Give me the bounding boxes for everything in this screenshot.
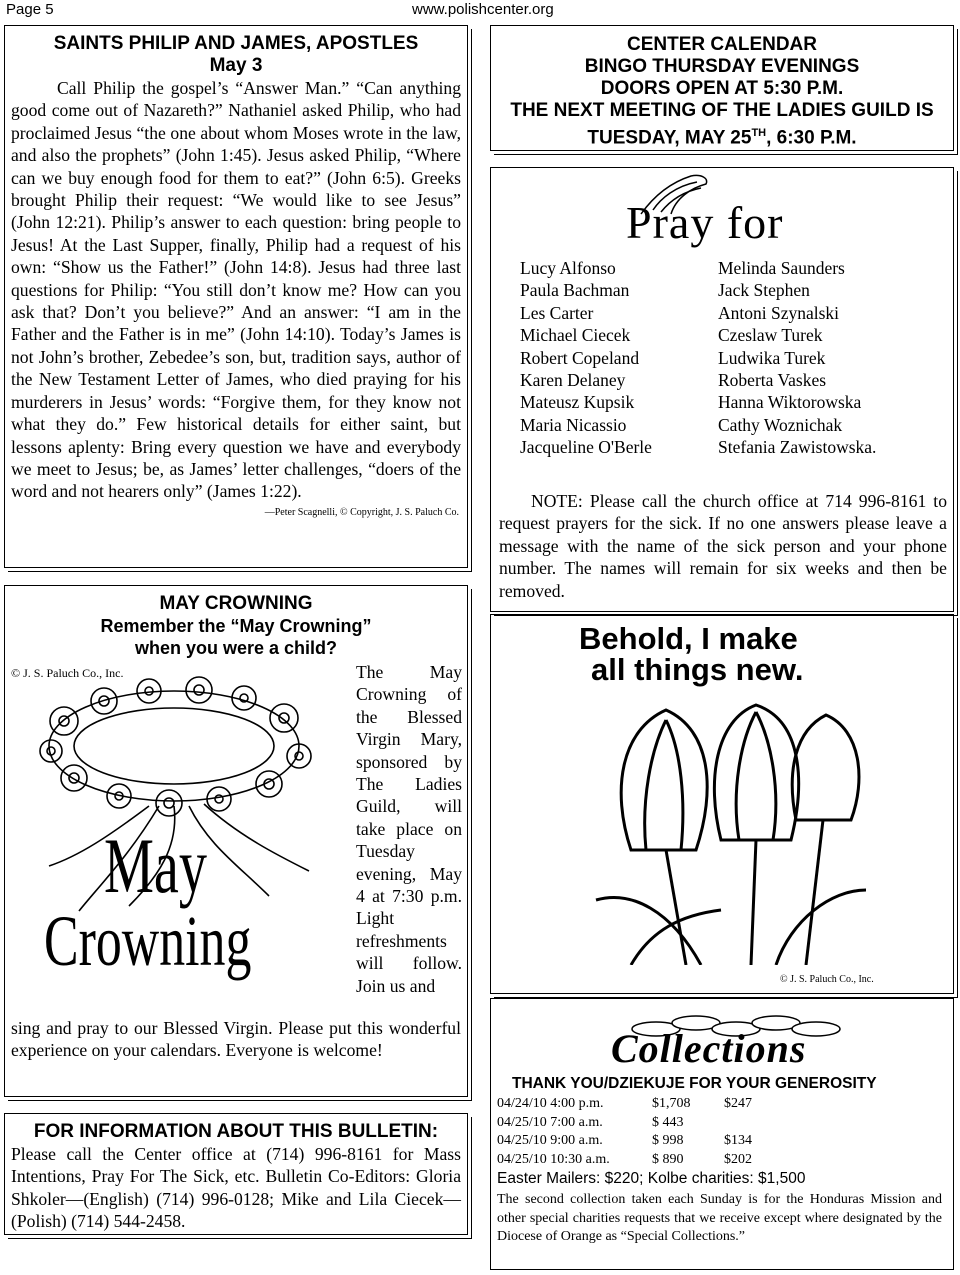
- may-crowning-side-text: The May Crowning of the Blessed Virgin Mary, sponsored by The Ladies Guild, will take place on Tuesday evening, May 4 at 7:30 p.m. Light refreshments will follow. Join us and: [356, 662, 462, 996]
- pray-name: Les Carter: [520, 302, 594, 323]
- behold-line-1: Behold, I make: [579, 621, 798, 656]
- pray-name: Czeslaw Turek: [718, 325, 823, 346]
- collections-note: The second collection taken each Sunday is for the Honduras Mission and other special charities requests that we receive except where designated by the Diocese of Orange as “Special Collections.”: [497, 1192, 942, 1245]
- pray-name: Lucy Alfonso: [520, 258, 616, 278]
- pray-names-col-2: [718, 257, 876, 459]
- may-crowning-illustration: [9, 666, 349, 996]
- pray-name: Antoni Szynalski: [718, 302, 840, 323]
- pray-name: Karen Delaney: [520, 370, 626, 391]
- behold-line-2: all things new.: [591, 652, 804, 687]
- tulips-icon: [591, 700, 871, 965]
- table-row: 04/24/10 4:00 p.m. $1,708 $247: [497, 1096, 752, 1111]
- pray-name: Maria Nicassio: [520, 414, 627, 435]
- may-crowning-subtitle-2: when you were a child?: [134, 638, 338, 658]
- calendar-line-1: CENTER CALENDAR: [627, 34, 817, 55]
- info-title: FOR INFORMATION ABOUT THIS BULLETIN:: [33, 1121, 439, 1142]
- art-word-crowning: Crowning: [44, 901, 252, 981]
- table-row: 04/25/10 7:00 a.m. $ 443: [497, 1114, 684, 1130]
- may-crowning-article: [4, 585, 468, 1097]
- saints-title: SAINTS PHILIP AND JAMES, APOSTLES: [53, 33, 419, 54]
- may-crowning-bottom-text: sing and pray to our Blessed Virgin. Please put this wonderful experience on your calendars. Everyone is welcome!: [11, 1018, 461, 1061]
- pray-name: Michael Ciecek: [520, 325, 631, 346]
- may-crowning-title: MAY CROWNING: [159, 593, 313, 614]
- table-row: 04/25/10 10:30 a.m. $ 890 $202: [497, 1151, 752, 1167]
- collections-table: [497, 1095, 752, 1169]
- pray-names-col-1: [520, 257, 652, 459]
- saints-article: [4, 25, 468, 568]
- calendar-line-3: DOORS OPEN AT 5:30 P.M.: [600, 78, 844, 99]
- saints-body: Call Philip the gospel’s “Answer Man.” “Can anything good come out of Nazareth?” Nathaniel asked Philip, who had proclaimed Jesus “the one about whom Moses wrote in the law, and also the prophets” (John 1:45). Jesus asked Philip, “Where can we buy enough food for them to eat?” (John 6:5). Greeks brought Philip their request: “We would like to see Jesus” (John 12:21). Philip’s answer to each question: bring people to Jesus! At the Last Supper, finally, Philip had a request of his own: “Show us the Father!” (John 14:8). Jesus had three last questions for Philip: “You still don’t know me? How can you ask that? Don’t you believe?” And an answer: “I am in the Father and the Father is in me” (John 14:10). Today’s James is not John’s brother, Zebedee’s son, but, tradition says, author of the New Testament Letter of James, who died praying for his murderers in Jesus’ words: “Forgive them, for they know not what they do.” Few historical details for either saint, but lessons aplenty: Bring every question we have and everybody we meet to Jesus; be, as James’ letter challenges, “doers of the word and not hearers only” (James 1:22).: [11, 78, 461, 502]
- art-word-may: May: [104, 822, 207, 909]
- saints-credit: —Peter Scagnelli, © Copyright, J. S. Paluch Co.: [264, 506, 459, 518]
- bulletin-info: [4, 1113, 468, 1235]
- website-url: www.polishcenter.org: [412, 1, 554, 18]
- illustration-copyright: © J. S. Paluch Co., Inc.: [11, 666, 124, 680]
- pray-name: Jack Stephen: [718, 280, 810, 301]
- pray-name: Melinda Saunders: [718, 258, 845, 278]
- pray-note: NOTE: Please call the church office at 714 996-8161 to request prayers for the sick. If no one answers please leave a message with the name of the sick person and your phone number. The names will remain for six weeks and then be removed.: [499, 491, 947, 601]
- pray-name: Mateusz Kupsik: [520, 392, 635, 413]
- pray-name: Cathy Woznichak: [718, 414, 843, 435]
- pray-name: Hanna Wiktorowska: [718, 392, 862, 413]
- info-body: Please call the Center office at (714) 996-8161 for Mass Intentions, Pray For The Sick, etc. Bulletin Co-Editors: Gloria Shkoler—(English) (714) 996-0128; Mike and Lila Ciecek—(Polish) (714) 544-2458.: [11, 1144, 461, 1232]
- page-number: Page 5: [6, 1, 54, 18]
- pray-for-section: [490, 167, 954, 612]
- pray-for-title: Pray for: [626, 197, 784, 248]
- collections-title: Collections: [611, 1026, 807, 1071]
- collections-thanks: THANK YOU/DZIEKUJE FOR YOUR GENEROSITY: [512, 1075, 877, 1092]
- collections-mailers: Easter Mailers: $220; Kolbe charities: $1,500: [497, 1170, 806, 1187]
- saints-date: May 3: [209, 55, 263, 76]
- calendar-line-2: BINGO THURSDAY EVENINGS: [584, 56, 860, 77]
- pray-name: Jacqueline O'Berle: [520, 437, 652, 458]
- pray-name: Roberta Vaskes: [718, 370, 827, 391]
- pray-name: Stefania Zawistowska.: [718, 437, 877, 458]
- behold-copyright: © J. S. Paluch Co., Inc.: [780, 974, 874, 985]
- calendar-line-5: TUESDAY, MAY 25TH, 6:30 P.M.: [587, 127, 857, 149]
- behold-section: [490, 614, 954, 994]
- pray-name: Ludwika Turek: [718, 347, 826, 368]
- table-row: 04/25/10 9:00 a.m. $ 998 $134: [497, 1133, 752, 1149]
- may-crowning-subtitle-1: Remember the “May Crowning”: [100, 616, 372, 636]
- pray-name: Robert Copeland: [520, 347, 640, 368]
- collections-section: [490, 998, 954, 1270]
- center-calendar: [490, 25, 954, 151]
- calendar-line-4: THE NEXT MEETING OF THE LADIES GUILD IS: [510, 100, 934, 121]
- pray-name: Paula Bachman: [520, 280, 630, 301]
